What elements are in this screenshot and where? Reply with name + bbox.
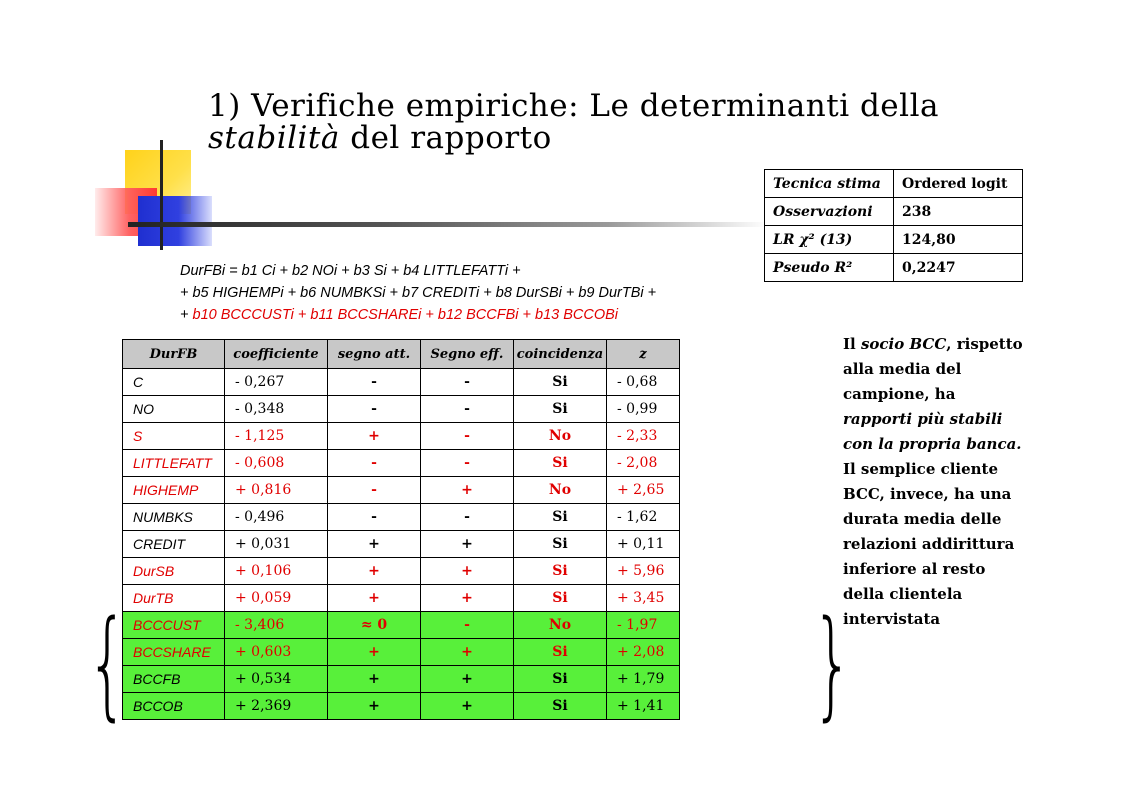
- header-coefficiente: coefficiente: [225, 340, 328, 369]
- table-row: [123, 504, 680, 531]
- cell-att: +: [328, 531, 421, 558]
- cell-coin: Si: [514, 450, 607, 477]
- table-row: [123, 396, 680, 423]
- cell-coef: - 0,267: [225, 369, 328, 396]
- cell-coef: + 0,106: [225, 558, 328, 585]
- cell-z: - 2,08: [607, 450, 680, 477]
- title-line-2-rest: del rapporto: [339, 120, 552, 156]
- cell-var: DurSB: [123, 558, 225, 585]
- cell-eff: +: [421, 558, 514, 585]
- stats-key: Tecnica stima: [765, 170, 894, 198]
- cell-coin: Si: [514, 558, 607, 585]
- formula-line-3-plus: +: [180, 307, 193, 323]
- stats-value: Ordered logit: [894, 170, 1023, 198]
- title-line-1: 1) Verifiche empiriche: Le determinanti della: [208, 88, 939, 124]
- table-row: [123, 639, 680, 666]
- cell-z: - 1,62: [607, 504, 680, 531]
- cell-coef: - 1,125: [225, 423, 328, 450]
- title-line-2: [208, 122, 939, 154]
- cell-z: + 2,08: [607, 639, 680, 666]
- cell-var: NO: [123, 396, 225, 423]
- cell-coin: No: [514, 477, 607, 504]
- cell-var: DurTB: [123, 585, 225, 612]
- cell-z: - 2,33: [607, 423, 680, 450]
- table-row: [123, 558, 680, 585]
- cell-att: +: [328, 558, 421, 585]
- regression-formula: [180, 260, 656, 326]
- stats-value: 124,80: [894, 226, 1023, 254]
- cell-att: +: [328, 693, 421, 720]
- model-stats-table: [764, 169, 1023, 282]
- stats-row: [765, 254, 1023, 282]
- formula-line-3: [180, 304, 656, 326]
- formula-line-2: + b5 HIGHEMPi + b6 NUMBKSi + b7 CREDITi + b8 DurSBi + b9 DurTBi +: [180, 285, 657, 301]
- cell-eff: -: [421, 612, 514, 639]
- header-z: z: [607, 340, 680, 369]
- stats-key: Osservazioni: [765, 198, 894, 226]
- cell-var: BCCOB: [123, 693, 225, 720]
- cell-coef: + 2,369: [225, 693, 328, 720]
- cell-coin: No: [514, 423, 607, 450]
- cell-eff: +: [421, 666, 514, 693]
- cell-coin: Si: [514, 531, 607, 558]
- formula-line-1: DurFBi = b1 Ci + b2 NOi + b3 Si + b4 LITTLEFATTi +: [180, 263, 521, 279]
- table-row: [123, 666, 680, 693]
- cell-z: + 3,45: [607, 585, 680, 612]
- cell-eff: +: [421, 531, 514, 558]
- table-row: [123, 612, 680, 639]
- cell-eff: -: [421, 423, 514, 450]
- cell-att: -: [328, 477, 421, 504]
- table-row: [123, 369, 680, 396]
- cell-att: +: [328, 423, 421, 450]
- side-text-socio: socio BCC: [860, 335, 947, 353]
- cell-z: + 2,65: [607, 477, 680, 504]
- stats-key: Pseudo R²: [765, 254, 894, 282]
- cell-att: +: [328, 639, 421, 666]
- cell-z: + 5,96: [607, 558, 680, 585]
- table-header-row: [123, 340, 680, 369]
- side-text-rapporti: rapporti più stabili con la propria banca.: [843, 410, 1022, 453]
- cell-eff: -: [421, 396, 514, 423]
- side-commentary: [843, 332, 1023, 632]
- stats-value: 238: [894, 198, 1023, 226]
- cell-z: + 0,11: [607, 531, 680, 558]
- logo-blue-square: [138, 196, 212, 246]
- cell-coef: - 3,406: [225, 612, 328, 639]
- table-row: [123, 693, 680, 720]
- stats-key: LR χ² (13): [765, 226, 894, 254]
- cell-z: + 1,41: [607, 693, 680, 720]
- logo-vertical-line: [160, 140, 163, 250]
- formula-line-3-bcc-terms: b10 BCCCUSTi + b11 BCCSHAREi + b12 BCCFBi + b13 BCCOBi: [192, 307, 619, 323]
- table-row: [123, 423, 680, 450]
- cell-coef: + 0,031: [225, 531, 328, 558]
- cell-eff: -: [421, 504, 514, 531]
- cell-att: -: [328, 369, 421, 396]
- stats-row: [765, 170, 1023, 198]
- cell-eff: -: [421, 369, 514, 396]
- cell-z: - 0,99: [607, 396, 680, 423]
- cell-coef: + 0,603: [225, 639, 328, 666]
- cell-coin: Si: [514, 396, 607, 423]
- coefficients-table: [122, 339, 680, 720]
- cell-coef: + 0,816: [225, 477, 328, 504]
- cell-z: - 0,68: [607, 369, 680, 396]
- cell-coin: Si: [514, 369, 607, 396]
- page-title: [208, 90, 939, 154]
- side-text-3: , rispetto alla media del campione, ha: [843, 335, 1023, 403]
- table-row: [123, 585, 680, 612]
- cell-var: BCCFB: [123, 666, 225, 693]
- cell-coin: No: [514, 612, 607, 639]
- stats-value: 0,2247: [894, 254, 1023, 282]
- cell-eff: +: [421, 585, 514, 612]
- cell-att: +: [328, 666, 421, 693]
- table-row: [123, 477, 680, 504]
- cell-var: C: [123, 369, 225, 396]
- cell-eff: +: [421, 639, 514, 666]
- cell-coef: + 0,059: [225, 585, 328, 612]
- cell-eff: +: [421, 693, 514, 720]
- header-coincidenza: coincidenza: [514, 340, 607, 369]
- cell-var: S: [123, 423, 225, 450]
- cell-coef: - 0,496: [225, 504, 328, 531]
- stats-row: [765, 226, 1023, 254]
- table-row: [123, 450, 680, 477]
- right-brace: }: [811, 594, 854, 732]
- cell-att: -: [328, 504, 421, 531]
- cell-coin: Si: [514, 585, 607, 612]
- cell-coef: + 0,534: [225, 666, 328, 693]
- cell-var: BCCCUST: [123, 612, 225, 639]
- cell-eff: -: [421, 450, 514, 477]
- header-segno-eff: Segno eff.: [421, 340, 514, 369]
- cell-var: NUMBKS: [123, 504, 225, 531]
- cell-var: LITTLEFATT: [123, 450, 225, 477]
- cell-var: HIGHEMP: [123, 477, 225, 504]
- cell-coin: Si: [514, 693, 607, 720]
- cell-att: +: [328, 585, 421, 612]
- side-text-5: Il semplice cliente BCC, invece, ha una durata media delle relazioni addirittura inferiore al resto della clientela intervistata: [843, 460, 1015, 628]
- cell-att: -: [328, 396, 421, 423]
- cell-coin: Si: [514, 504, 607, 531]
- header-durfb: DurFB: [123, 340, 225, 369]
- cell-eff: +: [421, 477, 514, 504]
- table-row: [123, 531, 680, 558]
- side-text-1: Il: [843, 335, 861, 353]
- stats-row: [765, 198, 1023, 226]
- header-segno-att: segno att.: [328, 340, 421, 369]
- cell-z: - 1,97: [607, 612, 680, 639]
- cell-coin: Si: [514, 639, 607, 666]
- cell-var: BCCSHARE: [123, 639, 225, 666]
- cell-att: ≈ 0: [328, 612, 421, 639]
- left-brace: {: [86, 594, 129, 732]
- cell-var: CREDIT: [123, 531, 225, 558]
- cell-coef: - 0,608: [225, 450, 328, 477]
- cell-coin: Si: [514, 666, 607, 693]
- cell-z: + 1,79: [607, 666, 680, 693]
- title-underline: [128, 222, 768, 227]
- cell-att: -: [328, 450, 421, 477]
- cell-coef: - 0,348: [225, 396, 328, 423]
- title-italic-word: stabilità: [208, 120, 340, 156]
